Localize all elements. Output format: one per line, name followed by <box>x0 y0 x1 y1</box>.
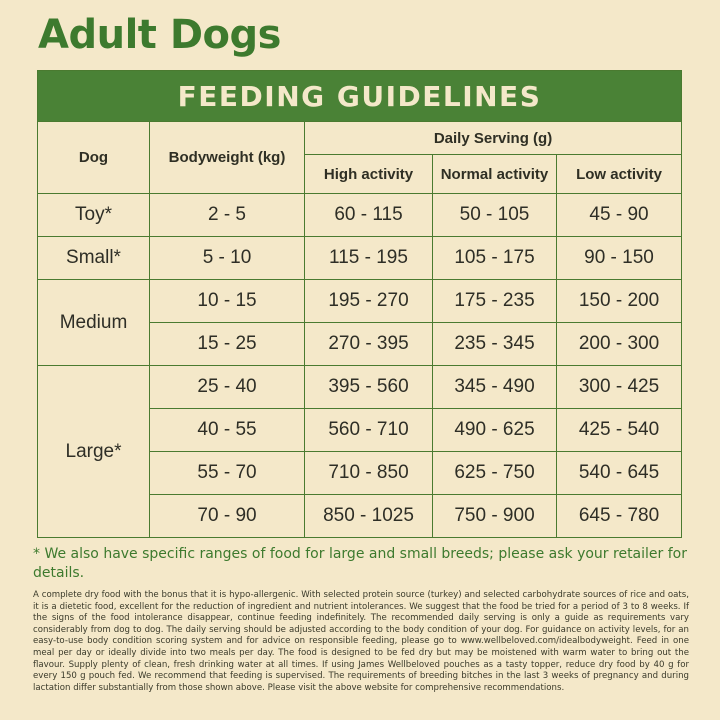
dog-size-cell: Toy* <box>38 194 150 237</box>
high-activity-cell: 60 - 115 <box>305 194 433 237</box>
bodyweight-cell: 40 - 55 <box>150 409 305 452</box>
normal-activity-cell: 345 - 490 <box>433 366 557 409</box>
product-description: A complete dry food with the bonus that it is hypo-allergenic. With selected protein source (turkey) and selected carbohydrate sources of rice and oats, it is a dietetic food, excellent for the reduction of ingredient and nutrient intolerances. We suggest that the food be tried for a period of 3 to 8 weeks. If the signs of the food intolerance disappear, continue feeding indefinitely. The recommended daily serving is only a guide as requirements vary considerably from dog to dog. The daily serving should be adjusted according to the body condition of your dog. For guidance on activity levels, for an easy-to-use body condition scoring system and for advice on responsible feeding, please go to www.wellbeloved.com/idealbodyweight. Feed in one meal per day or ideally divide into two meals per day. The food is designed to be fed dry but may be moistened with warm water to bring out the flavour. Supply plenty of clean, fresh drinking water at all times. If using James Wellbeloved pouches as a tasty topper, reduce dry food by 40 g for every 150 g pouch fed. We recommend that feeding is supervised. The requirements of breeding bitches in the last 3 weeks of pregnancy and during lactation differ substantially from those shown above. Please visit the above website for comprehensive recommendations. <box>33 590 689 693</box>
bodyweight-cell: 5 - 10 <box>150 237 305 280</box>
page-title: Adult Dogs <box>38 12 281 58</box>
dog-size-cell: Large* <box>38 366 150 538</box>
bodyweight-cell: 2 - 5 <box>150 194 305 237</box>
normal-activity-cell: 105 - 175 <box>433 237 557 280</box>
low-activity-cell: 45 - 90 <box>557 194 682 237</box>
table-row <box>38 280 682 323</box>
bodyweight-cell: 70 - 90 <box>150 495 305 538</box>
low-activity-cell: 150 - 200 <box>557 280 682 323</box>
bodyweight-cell: 15 - 25 <box>150 323 305 366</box>
low-activity-cell: 645 - 780 <box>557 495 682 538</box>
table-row <box>38 194 682 237</box>
bodyweight-cell: 10 - 15 <box>150 280 305 323</box>
footnote: * We also have specific ranges of food for large and small breeds; please ask your retailer for details. <box>33 546 687 581</box>
high-activity-cell: 850 - 1025 <box>305 495 433 538</box>
header-high-activity: High activity <box>305 155 433 194</box>
bodyweight-cell: 55 - 70 <box>150 452 305 495</box>
bodyweight-cell: 25 - 40 <box>150 366 305 409</box>
feeding-table <box>37 70 682 538</box>
table-row <box>38 237 682 280</box>
low-activity-cell: 200 - 300 <box>557 323 682 366</box>
normal-activity-cell: 50 - 105 <box>433 194 557 237</box>
high-activity-cell: 560 - 710 <box>305 409 433 452</box>
header-low-activity: Low activity <box>557 155 682 194</box>
table-row <box>38 366 682 409</box>
normal-activity-cell: 235 - 345 <box>433 323 557 366</box>
normal-activity-cell: 490 - 625 <box>433 409 557 452</box>
high-activity-cell: 195 - 270 <box>305 280 433 323</box>
high-activity-cell: 710 - 850 <box>305 452 433 495</box>
header-bodyweight: Bodyweight (kg) <box>150 122 305 194</box>
header-normal-activity: Normal activity <box>433 155 557 194</box>
high-activity-cell: 115 - 195 <box>305 237 433 280</box>
normal-activity-cell: 750 - 900 <box>433 495 557 538</box>
low-activity-cell: 540 - 645 <box>557 452 682 495</box>
dog-size-cell: Medium <box>38 280 150 366</box>
low-activity-cell: 425 - 540 <box>557 409 682 452</box>
normal-activity-cell: 175 - 235 <box>433 280 557 323</box>
high-activity-cell: 395 - 560 <box>305 366 433 409</box>
low-activity-cell: 300 - 425 <box>557 366 682 409</box>
feeding-guidelines-banner: FEEDING GUIDELINES <box>38 71 682 122</box>
dog-size-cell: Small* <box>38 237 150 280</box>
normal-activity-cell: 625 - 750 <box>433 452 557 495</box>
header-daily-serving: Daily Serving (g) <box>305 122 682 155</box>
low-activity-cell: 90 - 150 <box>557 237 682 280</box>
high-activity-cell: 270 - 395 <box>305 323 433 366</box>
header-dog: Dog <box>38 122 150 194</box>
